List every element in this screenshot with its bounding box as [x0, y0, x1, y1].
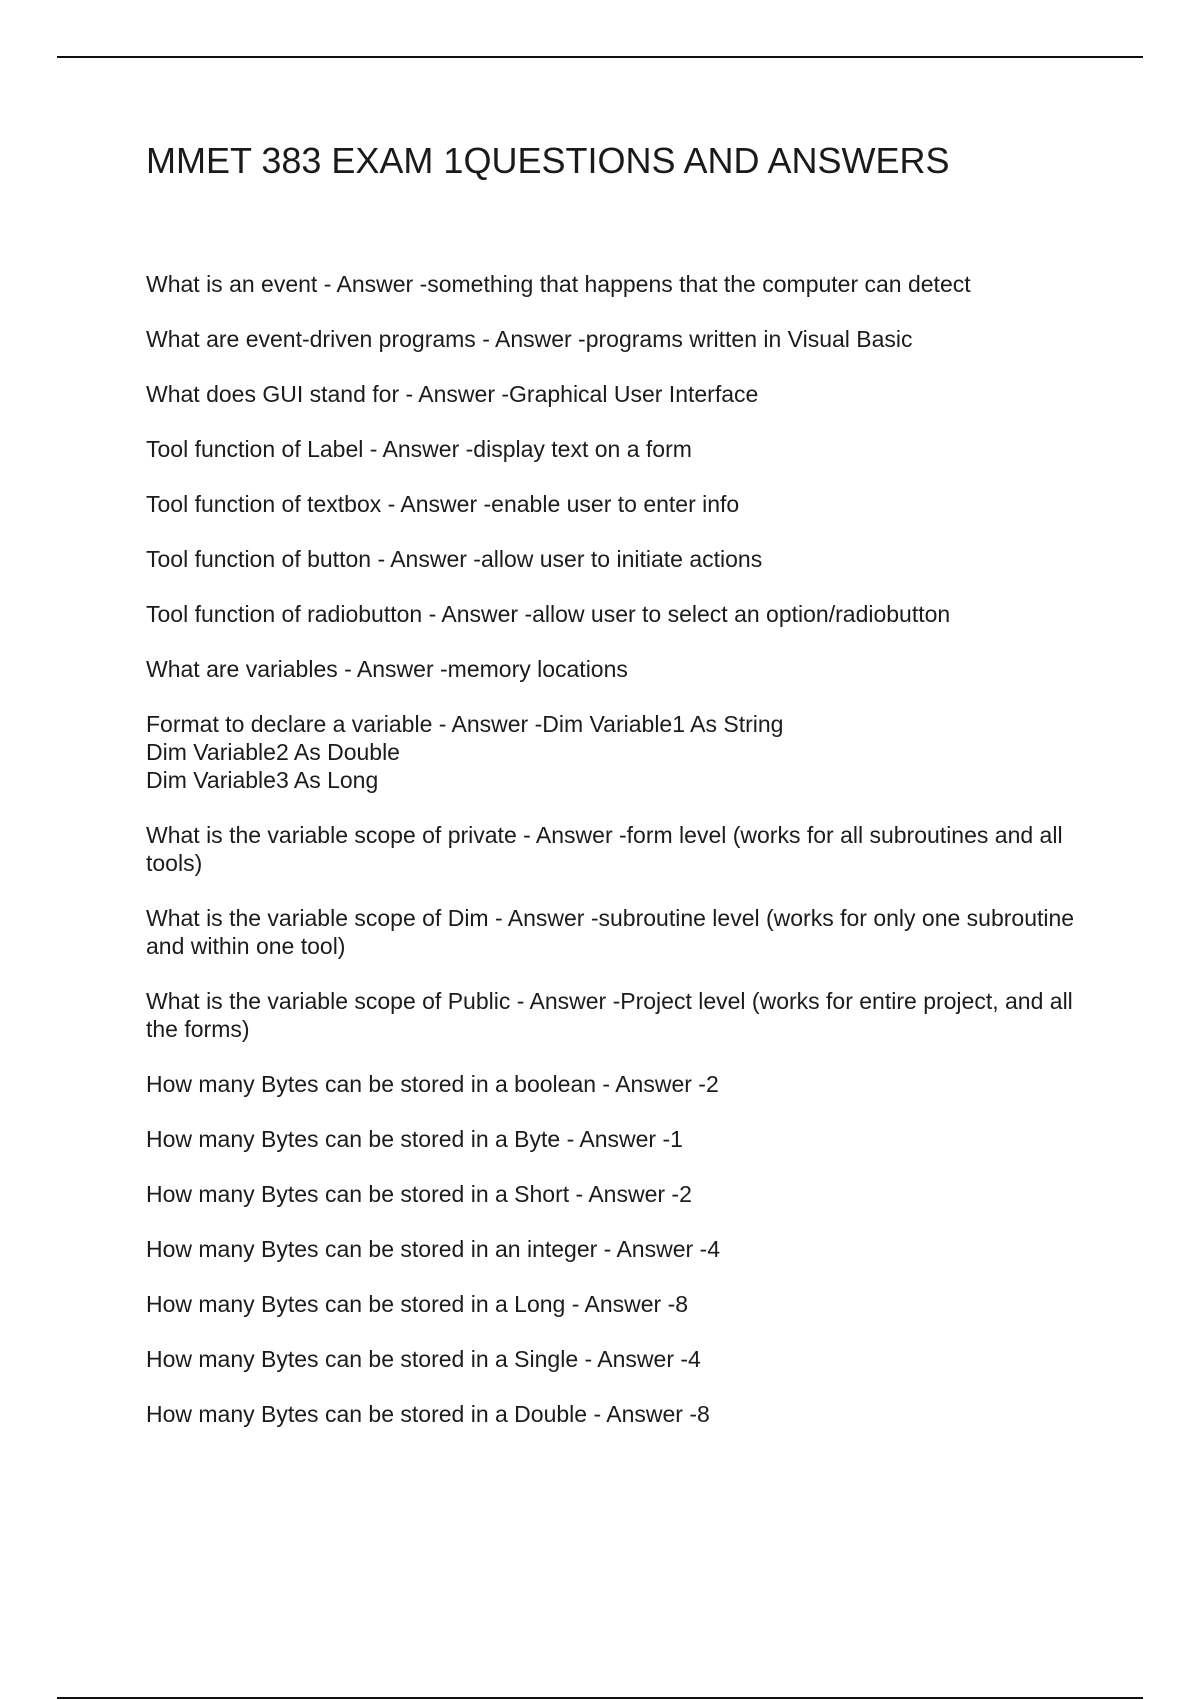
qa-item: What does GUI stand for - Answer -Graphical User Interface	[146, 381, 759, 407]
qa-item: What is the variable scope of Public - Answer -Project level (works for entire project, and all the forms)	[146, 988, 1073, 1042]
qa-item: How many Bytes can be stored in a Byte - Answer -1	[146, 1126, 683, 1152]
qa-item: Tool function of Label - Answer -display text on a form	[146, 436, 692, 462]
qa-item: What is an event - Answer -something that happens that the computer can detect	[146, 271, 971, 297]
qa-item: How many Bytes can be stored in an integer - Answer -4	[146, 1236, 721, 1262]
qa-list	[146, 270, 1096, 1455]
qa-item: What is the variable scope of Dim - Answer -subroutine level (works for only one subroutine and within one tool)	[146, 905, 1075, 959]
qa-item: What is the variable scope of private - Answer -form level (works for all subroutines and all tools)	[146, 822, 1063, 876]
bottom-divider	[57, 1697, 1143, 1699]
qa-item: Tool function of radiobutton - Answer -allow user to select an option/radiobutton	[146, 601, 951, 627]
qa-item: Tool function of button - Answer -allow user to initiate actions	[146, 546, 763, 572]
qa-item: Format to declare a variable - Answer -Dim Variable1 As String Dim Variable2 As Double Dim Variable3 As Long	[146, 711, 784, 793]
qa-item: How many Bytes can be stored in a Single - Answer -4	[146, 1346, 701, 1372]
qa-item: How many Bytes can be stored in a Short - Answer -2	[146, 1181, 692, 1207]
page-title: MMET 383 EXAM 1QUESTIONS AND ANSWERS	[146, 140, 950, 181]
qa-item: What are variables - Answer -memory locations	[146, 656, 628, 682]
qa-item: How many Bytes can be stored in a Double - Answer -8	[146, 1401, 710, 1427]
qa-item: What are event-driven programs - Answer -programs written in Visual Basic	[146, 326, 913, 352]
qa-item: How many Bytes can be stored in a boolean - Answer -2	[146, 1071, 719, 1097]
qa-item: How many Bytes can be stored in a Long - Answer -8	[146, 1291, 689, 1317]
top-divider	[57, 56, 1143, 58]
qa-item: Tool function of textbox - Answer -enable user to enter info	[146, 491, 740, 517]
